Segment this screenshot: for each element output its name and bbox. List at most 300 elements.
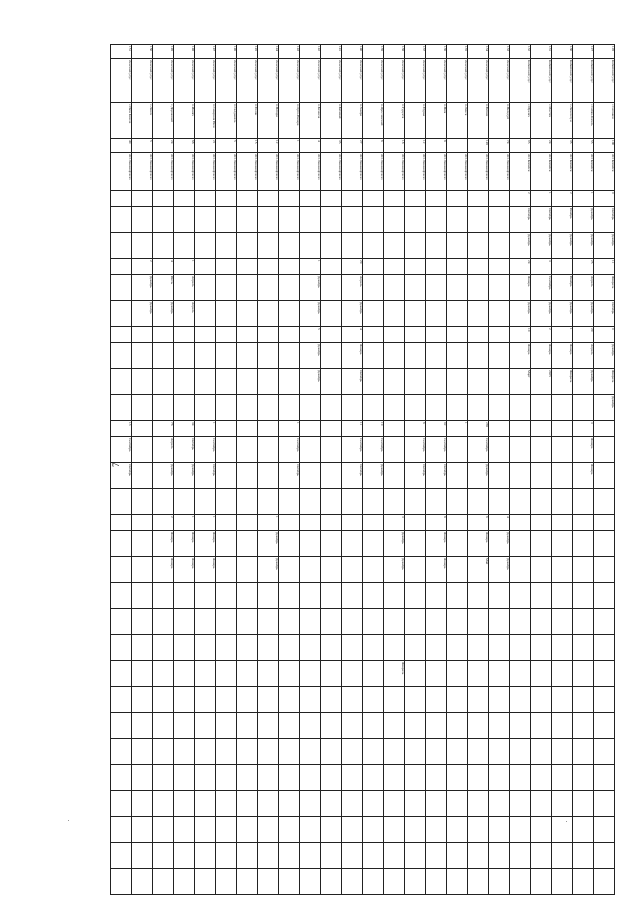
table-cell: 147 xyxy=(195,45,216,59)
table-cell: п.Орто-Нахара xyxy=(279,103,300,139)
table-cell xyxy=(573,489,594,515)
table-cell xyxy=(174,609,195,635)
table-cell xyxy=(300,687,321,713)
table-cell xyxy=(468,489,489,515)
table-cell: АО Ленанефтегаз xyxy=(468,153,489,191)
table-cell xyxy=(279,301,300,327)
table-cell xyxy=(573,869,594,895)
table-cell xyxy=(111,635,132,661)
table-cell xyxy=(552,609,573,635)
table-cell xyxy=(279,259,300,275)
table-cell xyxy=(447,275,468,301)
table-cell xyxy=(279,343,300,369)
table-cell xyxy=(552,687,573,713)
table-cell: 143 xyxy=(279,45,300,59)
table-cell xyxy=(552,791,573,817)
table-cell: с.Нюя Кюеле xyxy=(111,103,132,139)
table-cell xyxy=(132,583,153,609)
table-cell xyxy=(552,713,573,739)
table-cell: Апрель xyxy=(573,275,594,301)
table-cell: Сентябрь xyxy=(405,437,426,463)
table-cell xyxy=(447,395,468,421)
table-cell xyxy=(489,635,510,661)
table-cell xyxy=(216,259,237,275)
table-cell xyxy=(510,557,531,583)
table-cell xyxy=(489,609,510,635)
table-cell xyxy=(531,489,552,515)
table-cell xyxy=(363,207,384,233)
table-cell: 2 xyxy=(153,515,174,531)
table-cell xyxy=(258,843,279,869)
table-cell xyxy=(279,791,300,817)
table-cell xyxy=(279,609,300,635)
table-cell: 13 xyxy=(111,421,132,437)
table-cell xyxy=(279,843,300,869)
table-cell xyxy=(489,489,510,515)
table-cell xyxy=(552,395,573,421)
table-cell: Декабрь xyxy=(300,301,321,327)
table-cell xyxy=(237,791,258,817)
table-cell: Ленский улус xyxy=(300,59,321,103)
table-cell xyxy=(216,531,237,557)
table-cell: АО Ленанефтегаз xyxy=(405,153,426,191)
table-cell: Декабрь xyxy=(132,301,153,327)
table-cell xyxy=(237,489,258,515)
table-cell xyxy=(384,817,405,843)
table-cell xyxy=(279,275,300,301)
table-cell xyxy=(363,635,384,661)
table-cell: Кобяйский улус xyxy=(531,59,552,103)
table-cell xyxy=(510,437,531,463)
table-cell xyxy=(216,583,237,609)
table-cell xyxy=(531,557,552,583)
table-cell xyxy=(132,739,153,765)
table-cell xyxy=(531,421,552,437)
table-cell xyxy=(279,233,300,259)
table-cell xyxy=(153,609,174,635)
table-cell: Октябрь xyxy=(594,207,615,233)
table-cell xyxy=(132,869,153,895)
table-cell xyxy=(573,739,594,765)
table-cell xyxy=(237,843,258,869)
table-cell: Апрель xyxy=(174,275,195,301)
table-cell xyxy=(237,765,258,791)
table-cell: Январь xyxy=(531,343,552,369)
table-cell xyxy=(195,395,216,421)
table-cell xyxy=(489,207,510,233)
table-cell: п.Витим xyxy=(468,103,489,139)
table-cell: 135 xyxy=(447,45,468,59)
table-cell xyxy=(447,259,468,275)
table-cell xyxy=(300,191,321,207)
table-cell: 10 xyxy=(510,327,531,343)
table-cell xyxy=(363,817,384,843)
table-cell xyxy=(279,635,300,661)
table-cell xyxy=(300,765,321,791)
table-row xyxy=(405,45,426,895)
table-cell xyxy=(489,765,510,791)
table-cell: Кобяйский улус xyxy=(573,59,594,103)
table-cell: 1 xyxy=(552,327,573,343)
table-cell: 5 xyxy=(300,327,321,343)
table-cell xyxy=(258,437,279,463)
table-cell xyxy=(132,327,153,343)
table-cell: п.Мурья xyxy=(405,103,426,139)
table-cell xyxy=(216,687,237,713)
table-cell xyxy=(531,661,552,687)
table-cell xyxy=(132,437,153,463)
table-cell: АО Ленанефтегаз xyxy=(447,153,468,191)
table-cell xyxy=(447,369,468,395)
table-cell: Октябрь xyxy=(342,463,363,489)
table-cell xyxy=(447,531,468,557)
table-cell: Ленский улус xyxy=(279,59,300,103)
table-cell: 12 xyxy=(258,139,279,153)
table-cell xyxy=(552,515,573,531)
table-cell xyxy=(384,843,405,869)
table-cell xyxy=(153,343,174,369)
table-cell xyxy=(468,327,489,343)
table-cell xyxy=(405,233,426,259)
table-cell xyxy=(489,259,510,275)
table-cell: Декабрь xyxy=(300,369,321,395)
table-cell xyxy=(405,765,426,791)
table-cell xyxy=(342,531,363,557)
table-cell xyxy=(384,343,405,369)
table-cell xyxy=(489,301,510,327)
table-cell xyxy=(300,463,321,489)
table-cell xyxy=(111,739,132,765)
table-cell xyxy=(195,583,216,609)
table-cell xyxy=(321,343,342,369)
table-cell xyxy=(321,713,342,739)
table-row xyxy=(468,45,489,895)
table-cell xyxy=(195,207,216,233)
table-cell xyxy=(426,843,447,869)
table-cell xyxy=(363,765,384,791)
table-cell xyxy=(405,635,426,661)
table-cell xyxy=(552,437,573,463)
table-cell xyxy=(531,687,552,713)
table-cell: п.Беченча xyxy=(300,103,321,139)
table-cell xyxy=(573,765,594,791)
table-cell xyxy=(300,233,321,259)
table-row xyxy=(426,45,447,895)
table-cell xyxy=(174,635,195,661)
table-cell xyxy=(216,463,237,489)
table-cell xyxy=(531,765,552,791)
table-cell xyxy=(426,259,447,275)
table-cell xyxy=(174,489,195,515)
table-cell xyxy=(489,791,510,817)
table-cell xyxy=(594,791,615,817)
table-cell xyxy=(153,583,174,609)
table-cell xyxy=(321,489,342,515)
table-cell: Кобяйский улус xyxy=(552,59,573,103)
table-cell: 12 xyxy=(405,139,426,153)
table-cell xyxy=(279,531,300,557)
table-cell: 1 xyxy=(447,421,468,437)
table-cell xyxy=(468,583,489,609)
table-cell: 136 xyxy=(426,45,447,59)
table-cell: Март xyxy=(510,369,531,395)
table-cell: 55 xyxy=(573,139,594,153)
table-cell xyxy=(405,515,426,531)
table-cell xyxy=(111,343,132,369)
table-cell: АО Кобяйск xyxy=(510,153,531,191)
table-cell xyxy=(552,817,573,843)
table-cell xyxy=(468,395,489,421)
table-cell: Декабрь xyxy=(384,557,405,583)
table-cell: Апрель xyxy=(342,275,363,301)
table-cell xyxy=(405,301,426,327)
table-cell xyxy=(384,765,405,791)
table-cell xyxy=(321,233,342,259)
table-cell xyxy=(216,437,237,463)
table-cell xyxy=(447,583,468,609)
table-cell xyxy=(195,661,216,687)
table-cell: Сентябрь xyxy=(111,437,132,463)
table-cell xyxy=(384,739,405,765)
table-cell: 2 xyxy=(132,259,153,275)
table-cell xyxy=(216,765,237,791)
table-cell xyxy=(594,421,615,437)
table-cell: 27 xyxy=(342,139,363,153)
table-cell xyxy=(426,869,447,895)
table-cell xyxy=(195,687,216,713)
table-cell xyxy=(342,207,363,233)
table-cell xyxy=(468,275,489,301)
table-cell xyxy=(384,369,405,395)
table-cell xyxy=(195,817,216,843)
table-cell: Декабрь xyxy=(510,233,531,259)
table-cell xyxy=(510,489,531,515)
table-cell xyxy=(447,343,468,369)
table-cell xyxy=(489,343,510,369)
table-cell: Январь xyxy=(573,463,594,489)
table-cell xyxy=(216,843,237,869)
table-cell xyxy=(216,817,237,843)
table-cell: Апрель xyxy=(153,437,174,463)
table-cell: Апрель xyxy=(174,301,195,327)
table-row xyxy=(594,45,615,895)
table-cell: 6 xyxy=(363,139,384,153)
table-cell xyxy=(468,369,489,395)
table-cell xyxy=(321,557,342,583)
table-row xyxy=(111,45,132,895)
table-cell xyxy=(573,515,594,531)
table-cell xyxy=(237,301,258,327)
table-cell xyxy=(552,739,573,765)
table-cell xyxy=(531,463,552,489)
table-cell: Декабрь xyxy=(594,395,615,421)
table-row xyxy=(363,45,384,895)
table-cell xyxy=(258,343,279,369)
table-cell xyxy=(552,531,573,557)
table-cell xyxy=(468,191,489,207)
table-cell: 151 xyxy=(111,45,132,59)
table-cell: п.Северная Нюя xyxy=(195,103,216,139)
table-cell: Январь xyxy=(552,343,573,369)
table-cell xyxy=(279,739,300,765)
table-cell xyxy=(468,301,489,327)
table-cell: Ленский улус xyxy=(111,59,132,103)
table-cell xyxy=(132,343,153,369)
table-cell: АО Кобяйск xyxy=(552,153,573,191)
table-cell xyxy=(321,301,342,327)
table-cell xyxy=(573,791,594,817)
table-cell xyxy=(447,207,468,233)
table-row xyxy=(195,45,216,895)
table-cell xyxy=(510,421,531,437)
table-cell: 0 xyxy=(594,327,615,343)
table-cell: Ленский улус xyxy=(384,59,405,103)
table-cell xyxy=(489,869,510,895)
table-cell: АО Ленанефтегаз xyxy=(321,153,342,191)
table-cell xyxy=(342,233,363,259)
table-cell xyxy=(216,207,237,233)
table-cell: Январь xyxy=(195,531,216,557)
table-cell: Сентябрь xyxy=(195,437,216,463)
table-cell xyxy=(426,791,447,817)
table-cell xyxy=(216,739,237,765)
table-cell xyxy=(531,437,552,463)
table-row xyxy=(258,45,279,895)
table-cell xyxy=(111,765,132,791)
table-cell xyxy=(111,817,132,843)
table-cell xyxy=(132,515,153,531)
table-cell: Январь xyxy=(174,557,195,583)
table-cell xyxy=(237,207,258,233)
table-cell xyxy=(594,583,615,609)
table-cell xyxy=(258,489,279,515)
table-cell xyxy=(363,275,384,301)
table-cell xyxy=(321,437,342,463)
table-cell xyxy=(258,713,279,739)
table-cell xyxy=(468,843,489,869)
table-cell: 146 xyxy=(216,45,237,59)
table-cell xyxy=(258,817,279,843)
table-cell xyxy=(300,609,321,635)
table-cell: 4 xyxy=(153,259,174,275)
table-cell: Декабрь xyxy=(489,557,510,583)
table-cell: 18 xyxy=(384,139,405,153)
table-cell xyxy=(195,343,216,369)
table-cell xyxy=(405,275,426,301)
table-cell xyxy=(405,557,426,583)
table-cell xyxy=(426,327,447,343)
table-cell xyxy=(237,395,258,421)
table-cell xyxy=(468,765,489,791)
table-cell xyxy=(300,421,321,437)
table-cell xyxy=(153,791,174,817)
table-cell xyxy=(405,869,426,895)
table-cell xyxy=(300,207,321,233)
table-cell: АО Кобяйск xyxy=(594,153,615,191)
table-cell xyxy=(111,713,132,739)
table-cell xyxy=(552,259,573,275)
table-cell: Январь xyxy=(510,343,531,369)
table-cell: 149 xyxy=(153,45,174,59)
table-cell xyxy=(321,369,342,395)
table-cell: АО Ленанефтегаз xyxy=(132,153,153,191)
table-cell: Январь xyxy=(426,557,447,583)
table-cell xyxy=(531,635,552,661)
table-cell xyxy=(174,207,195,233)
table-row xyxy=(573,45,594,895)
table-cell xyxy=(447,301,468,327)
table-cell xyxy=(174,713,195,739)
table-cell xyxy=(594,843,615,869)
table-cell: АО Ленанефтегаз xyxy=(363,153,384,191)
table-cell: 20 xyxy=(573,327,594,343)
table-cell: с.Ирэлях xyxy=(510,103,531,139)
table-cell xyxy=(237,713,258,739)
table-cell xyxy=(468,635,489,661)
table-cell: 24 xyxy=(531,139,552,153)
table-cell xyxy=(132,609,153,635)
table-cell: Январь xyxy=(153,557,174,583)
table-cell xyxy=(594,463,615,489)
table-cell xyxy=(237,609,258,635)
table-cell xyxy=(258,369,279,395)
table-cell: Ленский улус xyxy=(153,59,174,103)
table-cell xyxy=(258,233,279,259)
table-cell xyxy=(153,687,174,713)
table-cell xyxy=(363,233,384,259)
table-cell: АО Ленанефтегаз xyxy=(342,153,363,191)
table-cell: Декабрь xyxy=(132,275,153,301)
table-cell xyxy=(363,327,384,343)
table-cell xyxy=(258,301,279,327)
table-cell: Декабрь xyxy=(258,557,279,583)
table-cell: Октябрь xyxy=(594,301,615,327)
table-cell xyxy=(342,635,363,661)
table-cell xyxy=(321,635,342,661)
table-cell: Октябрь xyxy=(510,207,531,233)
table-cell xyxy=(258,765,279,791)
table-cell xyxy=(279,817,300,843)
table-cell xyxy=(405,489,426,515)
table-cell: Декабрь xyxy=(489,531,510,557)
table-cell: 8 xyxy=(426,139,447,153)
table-cell: Декабрь xyxy=(594,233,615,259)
table-cell xyxy=(468,713,489,739)
table-cell: 76 xyxy=(153,421,174,437)
table-cell xyxy=(447,687,468,713)
table-cell xyxy=(594,557,615,583)
table-cell xyxy=(510,687,531,713)
table-cell xyxy=(216,515,237,531)
table-cell xyxy=(384,635,405,661)
table-cell xyxy=(132,489,153,515)
table-cell xyxy=(279,583,300,609)
table-cell: 265 xyxy=(468,421,489,437)
table-row xyxy=(510,45,531,895)
table-cell: 19 xyxy=(363,421,384,437)
table-cell xyxy=(258,661,279,687)
table-cell xyxy=(342,817,363,843)
table-cell xyxy=(552,869,573,895)
table-cell xyxy=(384,259,405,275)
table-cell xyxy=(426,191,447,207)
table-cell: 4 xyxy=(489,515,510,531)
table-cell: АО Ленанефтегаз xyxy=(237,153,258,191)
table-cell xyxy=(510,661,531,687)
table-cell xyxy=(573,395,594,421)
table-cell: Сентябрь xyxy=(426,437,447,463)
table-cell xyxy=(174,843,195,869)
